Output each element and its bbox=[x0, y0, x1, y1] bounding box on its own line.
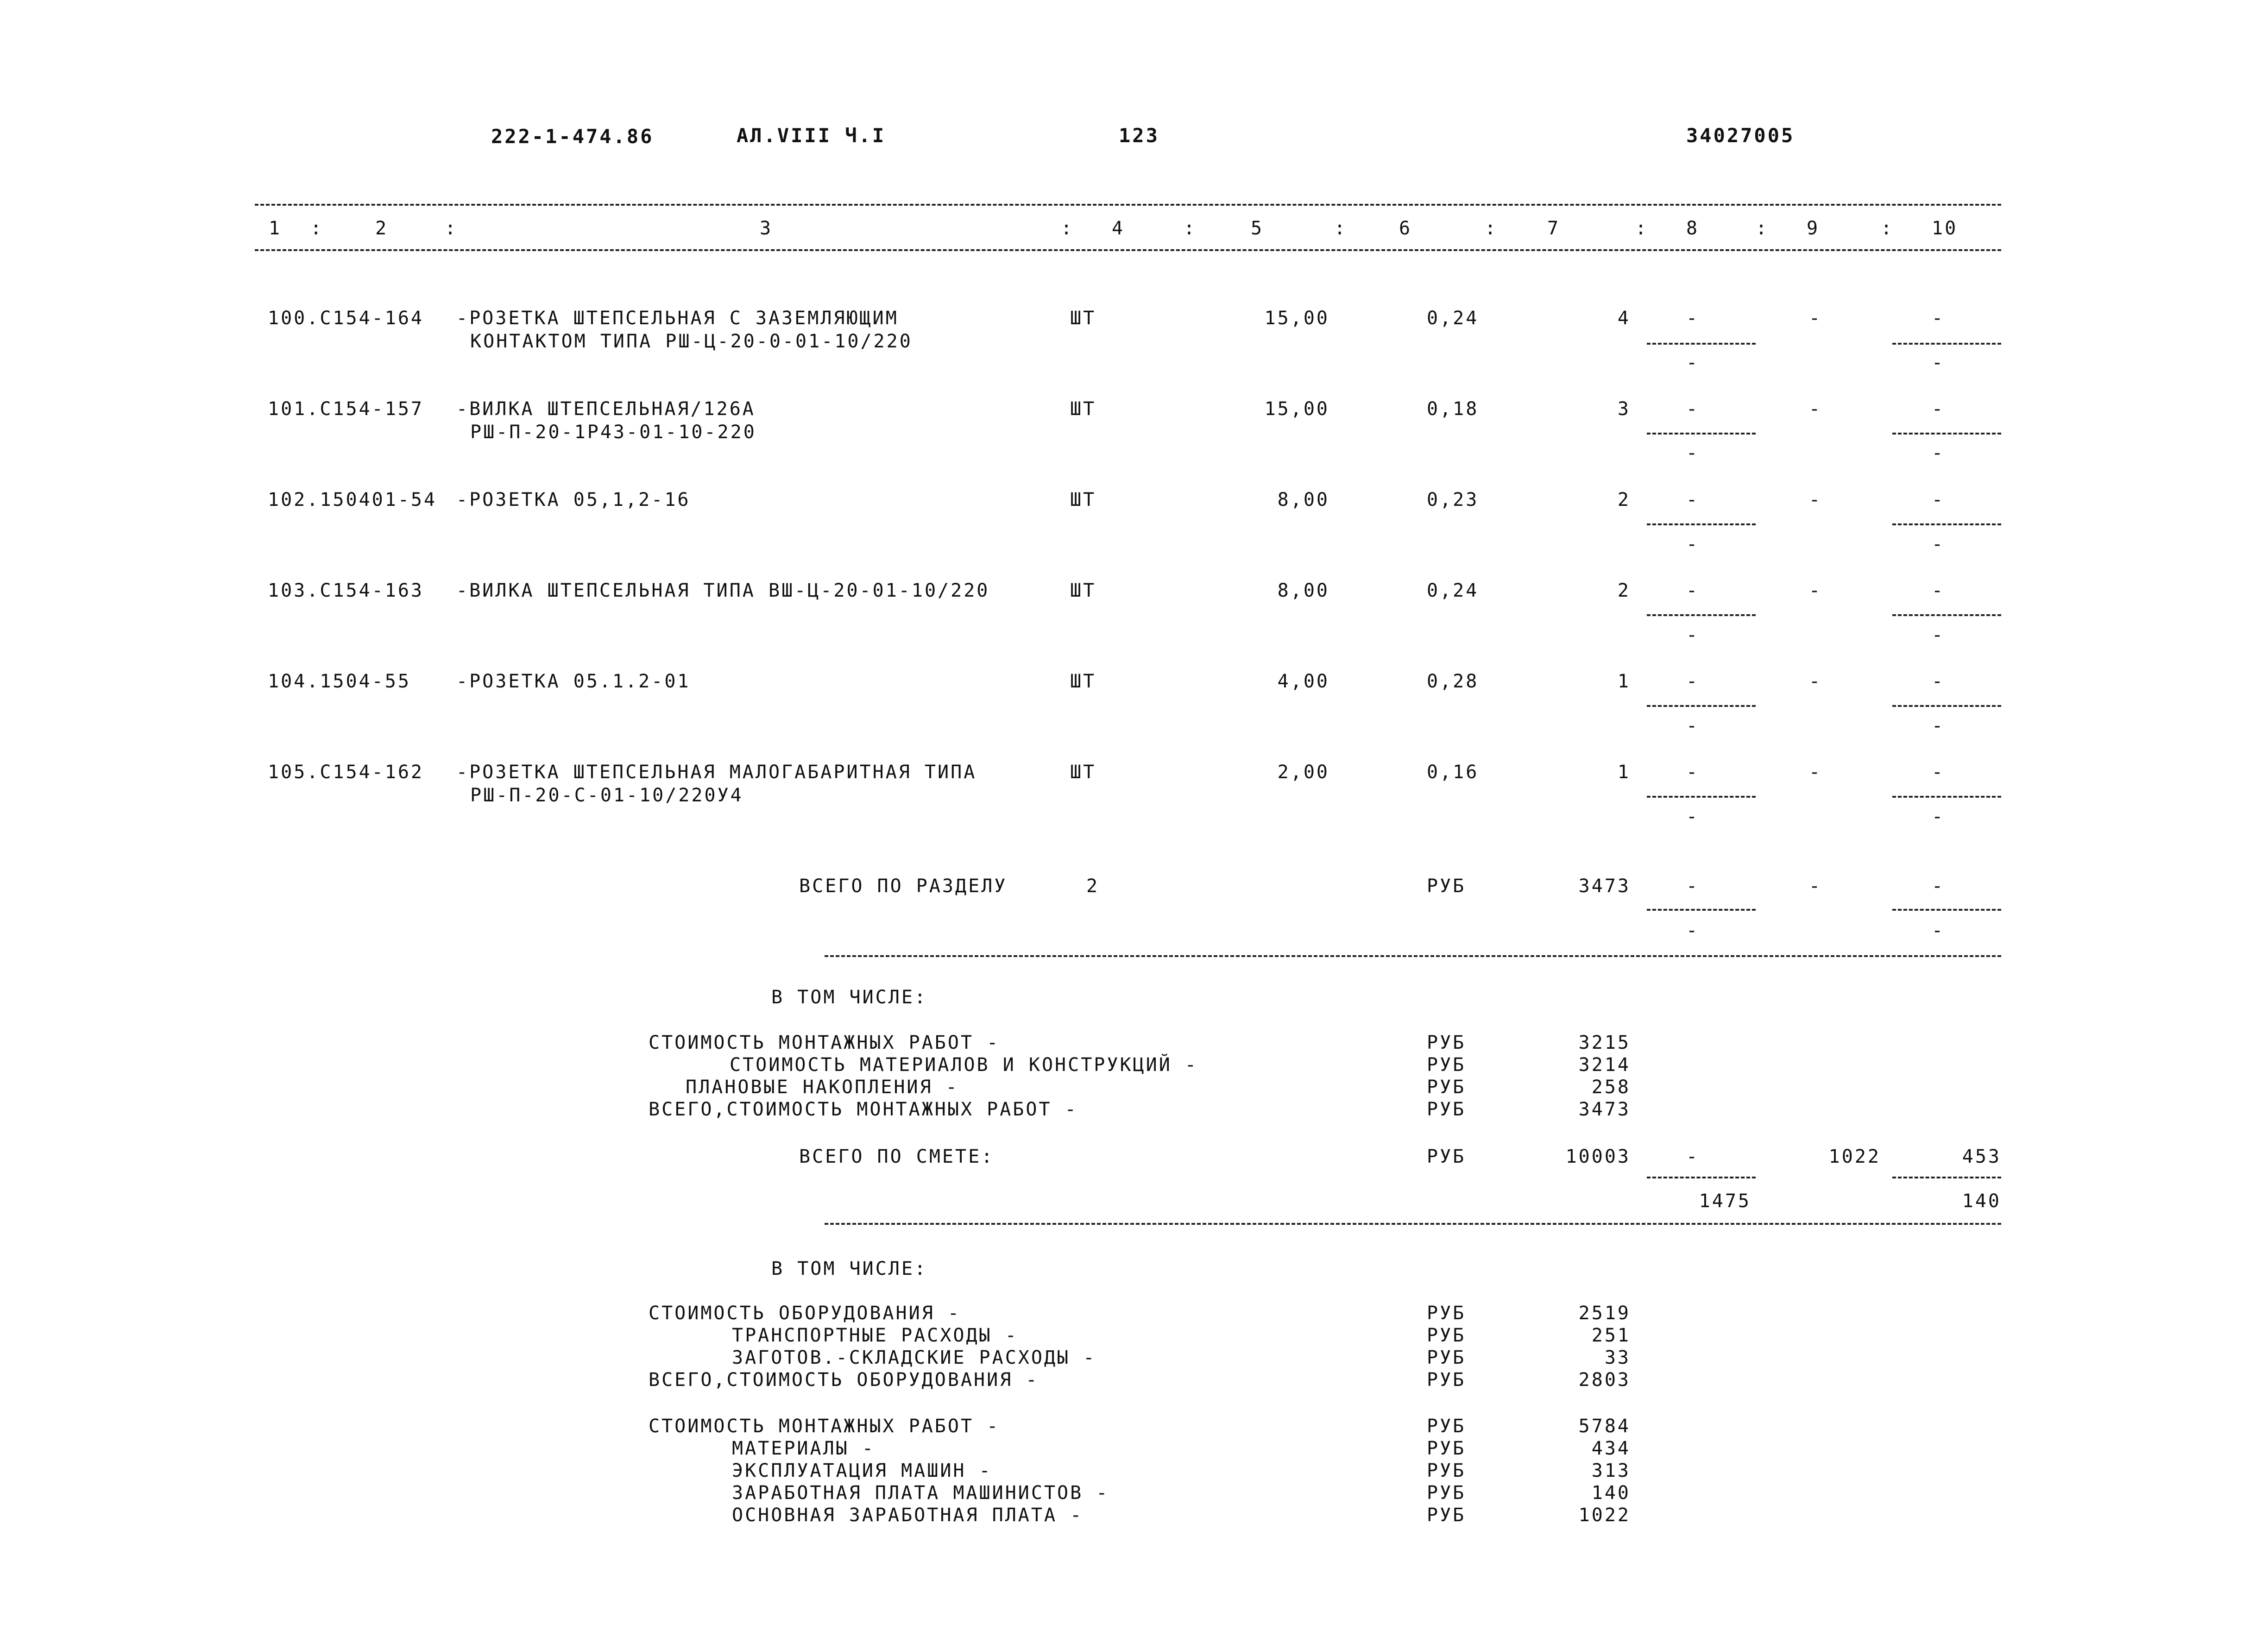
breakdown-value: 5784 bbox=[1578, 1416, 1631, 1437]
breakdown-label: ПЛАНОВЫЕ НАКОПЛЕНИЯ - bbox=[686, 1077, 959, 1098]
row-qty: 15,00 bbox=[1264, 308, 1329, 329]
col-sep: : bbox=[1334, 218, 1348, 239]
section-total-rule bbox=[825, 955, 2001, 957]
section-total-col9: - bbox=[1809, 875, 1822, 897]
breakdown-unit: РУБ bbox=[1427, 1347, 1466, 1368]
breakdown-label: ВСЕГО,СТОИМОСТЬ МОНТАЖНЫХ РАБОТ - bbox=[649, 1099, 1078, 1120]
row-number: 103.С154-163 bbox=[268, 580, 424, 601]
row-col8: - bbox=[1686, 671, 1700, 692]
section-total-label: ВСЕГО ПО РАЗДЕЛУ bbox=[799, 875, 1008, 897]
row-col8: - bbox=[1686, 308, 1700, 329]
row-number: 102.150401-54 bbox=[268, 489, 437, 510]
row-col9: - bbox=[1809, 580, 1822, 601]
section-total-unit: РУБ bbox=[1427, 875, 1466, 897]
row-col8: - bbox=[1686, 489, 1700, 510]
estimate-total-col9: 1022 bbox=[1828, 1146, 1881, 1167]
row-qty: 4,00 bbox=[1277, 671, 1329, 692]
breakdown-unit: РУБ bbox=[1427, 1369, 1466, 1391]
row-qty: 8,00 bbox=[1277, 489, 1329, 510]
row-col8: - bbox=[1686, 580, 1700, 601]
row-unit: ШТ bbox=[1070, 671, 1096, 692]
breakdown-label: МАТЕРИАЛЫ - bbox=[732, 1438, 875, 1459]
row-total: 1 bbox=[1617, 762, 1631, 783]
col-1: 1 bbox=[269, 218, 282, 239]
breakdown-label: ЗАРАБОТНАЯ ПЛАТА МАШИНИСТОВ - bbox=[732, 1482, 1109, 1504]
breakdown-label: СТОИМОСТЬ МАТЕРИАЛОВ И КОНСТРУКЦИЙ - bbox=[730, 1054, 1198, 1076]
estimate-total-col10: 453 bbox=[1962, 1146, 2001, 1167]
breakdown-unit: РУБ bbox=[1427, 1325, 1466, 1346]
row-name-line: -РОЗЕТКА 05.1.2-01 bbox=[456, 671, 691, 692]
row-col10-rule bbox=[1892, 705, 2001, 707]
breakdown-unit: РУБ bbox=[1427, 1460, 1466, 1481]
row-price: 0,16 bbox=[1427, 762, 1479, 783]
row-name-line: РШ-П-20-С-01-10/220У4 bbox=[470, 785, 743, 806]
page-number: 123 bbox=[1119, 124, 1159, 147]
doc-number: 34027005 bbox=[1686, 124, 1795, 147]
breakdown-unit: РУБ bbox=[1427, 1303, 1466, 1324]
section-total-col10-lower: - bbox=[1932, 920, 1945, 941]
row-col10-rule bbox=[1892, 343, 2001, 345]
row-col8-lower: - bbox=[1686, 715, 1700, 737]
col-3: 3 bbox=[760, 218, 773, 239]
row-col8-lower: - bbox=[1686, 534, 1700, 555]
breakdown-unit: РУБ bbox=[1427, 1032, 1466, 1053]
row-col9: - bbox=[1809, 308, 1822, 329]
section-total-col8-rule bbox=[1647, 909, 1756, 911]
col-sep: : bbox=[445, 218, 458, 239]
row-col10-rule bbox=[1892, 523, 2001, 525]
row-total: 4 bbox=[1617, 308, 1631, 329]
col-sep: : bbox=[1061, 218, 1074, 239]
row-col9: - bbox=[1809, 671, 1822, 692]
breakdown-value: 140 bbox=[1591, 1482, 1631, 1504]
row-col9: - bbox=[1809, 398, 1822, 420]
row-col10: - bbox=[1932, 308, 1945, 329]
estimate-total-col10-rule bbox=[1892, 1177, 2001, 1178]
row-total: 3 bbox=[1617, 398, 1631, 420]
estimate-total-col8-rule bbox=[1647, 1177, 1756, 1178]
row-col10-rule bbox=[1892, 796, 2001, 798]
breakdown-unit: РУБ bbox=[1427, 1054, 1466, 1076]
row-col8-rule bbox=[1647, 343, 1756, 345]
col-sep: : bbox=[1485, 218, 1498, 239]
row-col10: - bbox=[1932, 398, 1945, 420]
breakdown-value: 33 bbox=[1604, 1347, 1631, 1368]
row-col10-lower: - bbox=[1932, 534, 1945, 555]
row-name-line: -ВИЛКА ШТЕПСЕЛЬНАЯ ТИПА ВШ-Ц-20-01-10/220 bbox=[456, 580, 990, 601]
breakdown-label: ОСНОВНАЯ ЗАРАБОТНАЯ ПЛАТА - bbox=[732, 1505, 1084, 1526]
breakdown-value: 258 bbox=[1591, 1077, 1631, 1098]
row-col8-rule bbox=[1647, 523, 1756, 525]
row-number: 104.1504-55 bbox=[268, 671, 411, 692]
col-sep: : bbox=[1756, 218, 1769, 239]
row-name-line: -РОЗЕТКА 05,1,2-16 bbox=[456, 489, 691, 510]
section-total-value: 3473 bbox=[1578, 875, 1631, 897]
row-price: 0,24 bbox=[1427, 580, 1479, 601]
breakdown-value: 2519 bbox=[1578, 1303, 1631, 1324]
breakdown-value: 2803 bbox=[1578, 1369, 1631, 1391]
section-total-col10: - bbox=[1932, 875, 1945, 897]
breakdown-label: СТОИМОСТЬ МОНТАЖНЫХ РАБОТ - bbox=[649, 1416, 1000, 1437]
table-header-rule bbox=[255, 249, 2001, 251]
estimate-total-col8-lower: 1475 bbox=[1699, 1190, 1751, 1212]
row-col10: - bbox=[1932, 762, 1945, 783]
estimate-total-unit: РУБ bbox=[1427, 1146, 1466, 1167]
section-breakdown-title: В ТОМ ЧИСЛЕ: bbox=[771, 987, 927, 1008]
row-col10-lower: - bbox=[1932, 442, 1945, 464]
row-total: 2 bbox=[1617, 489, 1631, 510]
breakdown-value: 1022 bbox=[1578, 1505, 1631, 1526]
col-7: 7 bbox=[1547, 218, 1561, 239]
breakdown-value: 251 bbox=[1591, 1325, 1631, 1346]
col-sep: : bbox=[1635, 218, 1649, 239]
row-name-line: -РОЗЕТКА ШТЕПСЕЛЬНАЯ С ЗАЗЕМЛЯЮЩИМ bbox=[456, 308, 899, 329]
row-col9: - bbox=[1809, 489, 1822, 510]
col-sep: : bbox=[310, 218, 324, 239]
col-2: 2 bbox=[375, 218, 389, 239]
row-col8-lower: - bbox=[1686, 442, 1700, 464]
row-number: 100.С154-164 bbox=[268, 308, 424, 329]
estimate-total-col8: - bbox=[1686, 1146, 1700, 1167]
breakdown-unit: РУБ bbox=[1427, 1505, 1466, 1526]
row-name-line: -РОЗЕТКА ШТЕПСЕЛЬНАЯ МАЛОГАБАРИТНАЯ ТИПА bbox=[456, 762, 977, 783]
col-sep: : bbox=[1881, 218, 1894, 239]
row-price: 0,23 bbox=[1427, 489, 1479, 510]
estimate-total-value: 10003 bbox=[1565, 1146, 1631, 1167]
album-ref: АЛ.VIII Ч.I bbox=[737, 124, 886, 147]
breakdown-label: СТОИМОСТЬ МОНТАЖНЫХ РАБОТ - bbox=[649, 1032, 1000, 1053]
row-total: 1 bbox=[1617, 671, 1631, 692]
doc-code: 222-1-474.86 bbox=[491, 125, 654, 148]
col-4: 4 bbox=[1112, 218, 1125, 239]
row-price: 0,24 bbox=[1427, 308, 1479, 329]
row-col10-rule bbox=[1892, 433, 2001, 435]
breakdown-label: ЗАГОТОВ.-СКЛАДСКИЕ РАСХОДЫ - bbox=[732, 1347, 1096, 1368]
estimate-total-col10-lower: 140 bbox=[1962, 1190, 2001, 1212]
col-8: 8 bbox=[1686, 218, 1700, 239]
row-name-line: КОНТАКТОМ ТИПА РШ-Ц-20-0-01-10/220 bbox=[470, 331, 913, 352]
breakdown-unit: РУБ bbox=[1427, 1077, 1466, 1098]
row-price: 0,28 bbox=[1427, 671, 1479, 692]
row-name-line: РШ-П-20-1Р43-01-10-220 bbox=[470, 422, 756, 443]
row-number: 105.С154-162 bbox=[268, 762, 424, 783]
section-total-number: 2 bbox=[1086, 875, 1100, 897]
row-col10-lower: - bbox=[1932, 624, 1945, 646]
row-col8-rule bbox=[1647, 796, 1756, 798]
row-qty: 2,00 bbox=[1277, 762, 1329, 783]
col-6: 6 bbox=[1399, 218, 1412, 239]
row-col10: - bbox=[1932, 489, 1945, 510]
row-unit: ШТ bbox=[1070, 489, 1096, 510]
row-col8-lower: - bbox=[1686, 806, 1700, 827]
estimate-breakdown-title: В ТОМ ЧИСЛЕ: bbox=[771, 1258, 927, 1279]
row-col10-rule bbox=[1892, 614, 2001, 616]
breakdown-value: 434 bbox=[1591, 1438, 1631, 1459]
row-col10-lower: - bbox=[1932, 352, 1945, 373]
row-col9: - bbox=[1809, 762, 1822, 783]
section-total-col8-lower: - bbox=[1686, 920, 1700, 941]
section-total-col8: - bbox=[1686, 875, 1700, 897]
col-sep: : bbox=[1184, 218, 1197, 239]
row-price: 0,18 bbox=[1427, 398, 1479, 420]
breakdown-unit: РУБ bbox=[1427, 1099, 1466, 1120]
breakdown-value: 3215 bbox=[1578, 1032, 1631, 1053]
breakdown-label: ТРАНСПОРТНЫЕ РАСХОДЫ - bbox=[732, 1325, 1018, 1346]
breakdown-unit: РУБ bbox=[1427, 1416, 1466, 1437]
breakdown-value: 3214 bbox=[1578, 1054, 1631, 1076]
row-col8-rule bbox=[1647, 614, 1756, 616]
col-10: 10 bbox=[1932, 218, 1958, 239]
estimate-total-rule bbox=[825, 1223, 2001, 1225]
breakdown-label: СТОИМОСТЬ ОБОРУДОВАНИЯ - bbox=[649, 1303, 961, 1324]
row-qty: 8,00 bbox=[1277, 580, 1329, 601]
row-col8: - bbox=[1686, 762, 1700, 783]
row-unit: ШТ bbox=[1070, 308, 1096, 329]
breakdown-label: ВСЕГО,СТОИМОСТЬ ОБОРУДОВАНИЯ - bbox=[649, 1369, 1039, 1391]
row-name-line: -ВИЛКА ШТЕПСЕЛЬНАЯ/126А bbox=[456, 398, 756, 420]
row-col8-rule bbox=[1647, 705, 1756, 707]
section-total-col10-rule bbox=[1892, 909, 2001, 911]
col-5: 5 bbox=[1251, 218, 1264, 239]
breakdown-value: 3473 bbox=[1578, 1099, 1631, 1120]
row-unit: ШТ bbox=[1070, 398, 1096, 420]
row-unit: ШТ bbox=[1070, 762, 1096, 783]
table-top-rule bbox=[255, 204, 2001, 206]
row-col10: - bbox=[1932, 671, 1945, 692]
row-qty: 15,00 bbox=[1264, 398, 1329, 420]
row-col10-lower: - bbox=[1932, 806, 1945, 827]
breakdown-unit: РУБ bbox=[1427, 1438, 1466, 1459]
breakdown-label: ЭКСПЛУАТАЦИЯ МАШИН - bbox=[732, 1460, 992, 1481]
row-col10: - bbox=[1932, 580, 1945, 601]
row-col8-lower: - bbox=[1686, 352, 1700, 373]
row-number: 101.С154-157 bbox=[268, 398, 424, 420]
row-col10-lower: - bbox=[1932, 715, 1945, 737]
estimate-total-label: ВСЕГО ПО СМЕТЕ: bbox=[799, 1146, 995, 1167]
row-col8-rule bbox=[1647, 433, 1756, 435]
breakdown-value: 313 bbox=[1591, 1460, 1631, 1481]
breakdown-unit: РУБ bbox=[1427, 1482, 1466, 1504]
row-unit: ШТ bbox=[1070, 580, 1096, 601]
col-9: 9 bbox=[1807, 218, 1820, 239]
row-col8-lower: - bbox=[1686, 624, 1700, 646]
row-col8: - bbox=[1686, 398, 1700, 420]
row-total: 2 bbox=[1617, 580, 1631, 601]
